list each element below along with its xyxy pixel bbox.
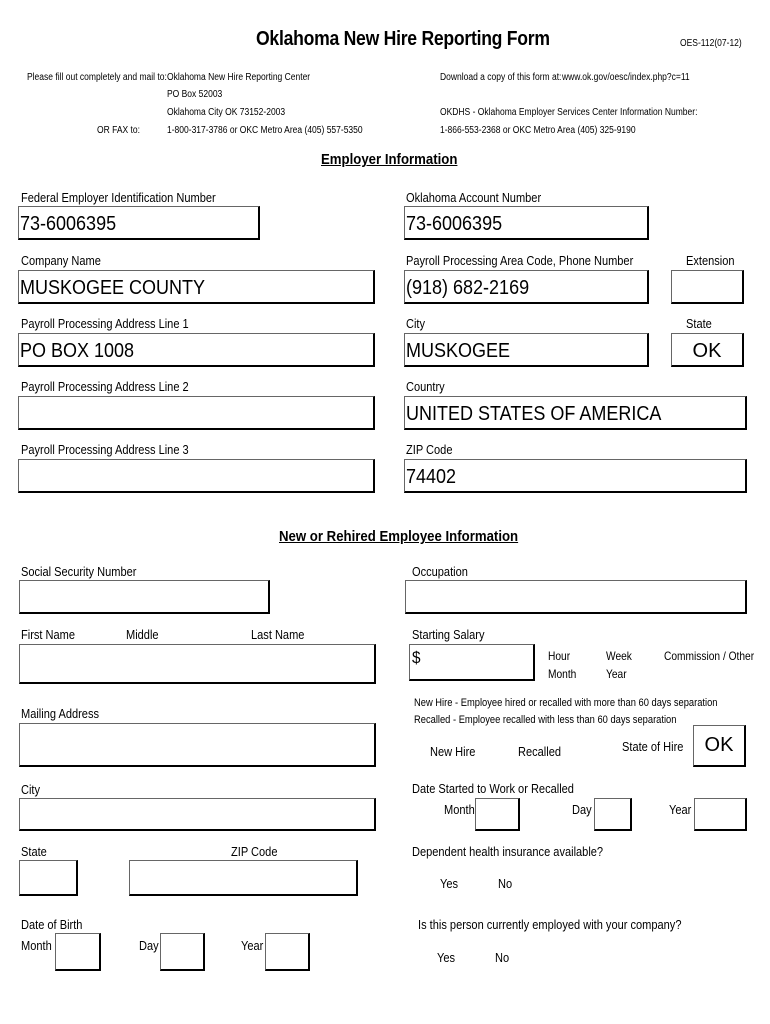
employee-state-field[interactable] (19, 860, 78, 896)
download-url[interactable]: www.ok.gov/oesc/index.php?c=11 (562, 72, 690, 83)
middle-name-label: Middle (126, 627, 159, 642)
form-code: OES-112(07-12) (680, 38, 742, 49)
employed-no-option[interactable]: No (495, 950, 510, 965)
ok-account-label: Oklahoma Account Number (406, 190, 542, 205)
currently-employed-label: Is this person currently employed with your company? (418, 917, 682, 932)
employer-city-field[interactable] (404, 333, 649, 367)
recalled-option[interactable]: Recalled (518, 744, 562, 759)
dob-year-field[interactable] (265, 933, 310, 971)
first-name-label: First Name (21, 627, 76, 642)
start-day-field[interactable] (594, 798, 632, 831)
employer-state-field[interactable] (671, 333, 744, 367)
employer-city-value: MUSKOGEE (406, 340, 511, 362)
okdhs-numbers: 1-866-553-2368 or OKC Metro Area (405) 325-9190 (440, 125, 636, 136)
salary-prefix: $ (412, 648, 421, 667)
fein-label: Federal Employer Identification Number (21, 190, 216, 205)
state-of-hire-field[interactable] (693, 725, 746, 767)
zip-value: 74402 (406, 466, 457, 488)
employee-section-title: New or Rehired Employee Information (279, 528, 519, 545)
addr1-value: PO BOX 1008 (20, 340, 135, 362)
salary-option-year[interactable]: Year (606, 667, 627, 681)
state-of-hire-value: OK (704, 734, 734, 756)
dob-day-label: Day (139, 938, 159, 953)
employed-yes-option[interactable]: Yes (437, 950, 456, 965)
dob-day-field[interactable] (160, 933, 205, 971)
occupation-field[interactable] (405, 580, 747, 614)
form-title: Oklahoma New Hire Reporting Form (256, 28, 550, 50)
fax-numbers: 1-800-317-3786 or OKC Metro Area (405) 557-5350 (167, 125, 363, 136)
zip-field[interactable] (404, 459, 747, 493)
country-label: Country (406, 379, 445, 394)
employee-city-label: City (21, 782, 41, 797)
salary-option-commission[interactable]: Commission / Other (664, 649, 755, 663)
dob-month-label: Month (21, 938, 52, 953)
zip-label: ZIP Code (406, 442, 453, 457)
okdhs-label: OKDHS - Oklahoma Employer Services Center Information Number: (440, 107, 698, 118)
employer-city-label: City (406, 316, 426, 331)
salary-field[interactable] (409, 644, 535, 681)
company-value: MUSKOGEE COUNTY (20, 277, 206, 299)
phone-value: (918) 682-2169 (406, 277, 530, 299)
mail-po-box: PO Box 52003 (167, 89, 223, 100)
new-hire-note: New Hire - Employee hired or recalled with more than 60 days separation (414, 697, 718, 709)
phone-field[interactable] (404, 270, 649, 304)
dob-month-field[interactable] (55, 933, 101, 971)
date-started-label: Date Started to Work or Recalled (412, 781, 574, 796)
mail-instruction: Please fill out completely and mail to: (27, 72, 167, 83)
occupation-label: Occupation (412, 564, 468, 579)
download-label: Download a copy of this form at: (440, 72, 562, 83)
last-name-label: Last Name (251, 627, 305, 642)
employee-zip-field[interactable] (129, 860, 358, 896)
employee-zip-label: ZIP Code (231, 844, 278, 859)
employee-state-label: State (21, 844, 47, 859)
fax-label: OR FAX to: (97, 125, 140, 136)
addr1-label: Payroll Processing Address Line 1 (21, 316, 189, 331)
start-month-field[interactable] (475, 798, 520, 831)
salary-option-month[interactable]: Month (548, 667, 577, 681)
start-day-label: Day (572, 802, 592, 817)
ok-account-value: 73-6006395 (406, 213, 503, 235)
addr3-field[interactable] (18, 459, 375, 493)
recalled-note: Recalled - Employee recalled with less than 60 days separation (414, 714, 677, 726)
addr2-label: Payroll Processing Address Line 2 (21, 379, 189, 394)
employer-state-value: OK (692, 340, 722, 362)
salary-label: Starting Salary (412, 627, 485, 642)
dependent-yes-option[interactable]: Yes (440, 876, 459, 891)
extension-label: Extension (686, 253, 735, 268)
ssn-label: Social Security Number (21, 564, 137, 579)
addr1-field[interactable] (18, 333, 375, 367)
new-hire-option[interactable]: New Hire (430, 744, 476, 759)
dependent-no-option[interactable]: No (498, 876, 513, 891)
extension-field[interactable] (671, 270, 744, 304)
company-label: Company Name (21, 253, 101, 268)
mail-center: Oklahoma New Hire Reporting Center (167, 72, 311, 83)
dependent-insurance-label: Dependent health insurance available? (412, 844, 604, 859)
start-year-label: Year (669, 802, 692, 817)
dob-label: Date of Birth (21, 917, 83, 932)
fein-field[interactable] (18, 206, 260, 240)
salary-option-hour[interactable]: Hour (548, 649, 571, 663)
ok-account-field[interactable] (404, 206, 649, 240)
addr3-label: Payroll Processing Address Line 3 (21, 442, 189, 457)
salary-option-week[interactable]: Week (606, 649, 632, 663)
start-month-label: Month (444, 802, 475, 817)
addr2-field[interactable] (18, 396, 375, 430)
employer-state-label: State (686, 316, 712, 331)
ssn-field[interactable] (19, 580, 270, 614)
country-value: UNITED STATES OF AMERICA (406, 403, 662, 425)
mailing-address-label: Mailing Address (21, 706, 100, 721)
dob-year-label: Year (241, 938, 264, 953)
employee-city-field[interactable] (19, 798, 376, 831)
mailing-address-field[interactable] (19, 723, 376, 767)
name-field[interactable] (19, 644, 376, 684)
start-year-field[interactable] (694, 798, 747, 831)
company-field[interactable] (18, 270, 375, 304)
employer-section-title: Employer Information (321, 151, 458, 168)
mail-city-line: Oklahoma City OK 73152-2003 (167, 107, 286, 118)
phone-label: Payroll Processing Area Code, Phone Number (406, 253, 634, 268)
fein-value: 73-6006395 (20, 213, 117, 235)
country-field[interactable] (404, 396, 747, 430)
state-of-hire-label: State of Hire (622, 739, 684, 754)
